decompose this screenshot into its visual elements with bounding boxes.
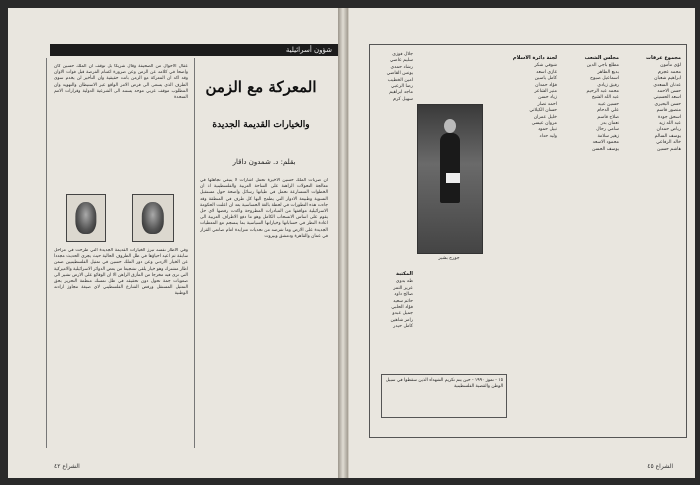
name-item: احمد نصار bbox=[537, 101, 557, 107]
column-rule bbox=[46, 58, 47, 448]
names-column-3 bbox=[501, 52, 557, 140]
section-band: شؤون أسرائيلية bbox=[50, 44, 338, 56]
portrait-photo-right bbox=[132, 194, 174, 242]
name-item: يونس القاضي bbox=[386, 71, 413, 77]
name-item: جميل عبدو bbox=[392, 311, 413, 317]
spine-gutter bbox=[338, 8, 348, 478]
name-item: سهيل كرم bbox=[393, 96, 413, 102]
name-item: نعمان بدر bbox=[600, 121, 619, 127]
names-column-1 bbox=[625, 52, 681, 153]
name-item: كامل حيدر bbox=[393, 324, 413, 330]
footer-note-box: ١٥ - تموز ١٩٩٠ - حين يتم تكريم الشهداء الذين سقطوا في سبيل الوطن والقضية الفلسطينية bbox=[381, 374, 507, 418]
name-item: فؤاد الحلبي bbox=[391, 305, 413, 311]
name-item: سليم عاصي bbox=[389, 58, 413, 64]
article-byline: بقلم: د. شمدون داقار bbox=[232, 158, 296, 166]
article-column-left: عقال الاحوال من الصحيفة وقال شريكا بل توقف ان الملك حسين كان واضحا في كلامه عن الزمن وعن ضرورة اغتنام الفرصة قبل فوات الاوان وقد اكد ان المعركة مع الزمن باتت حقيقية وان التأخير لن يخدم سوى الطرف الذي يسعى الى فرض الامر الواقع عبر الاستيطان والتهويد وان المطلوب موقف عربي موحد يستند الى الشرعية الدولية وقرارات الامم المتحدة bbox=[54, 64, 188, 101]
name-item: خالد الرفاعي bbox=[656, 140, 681, 146]
name-item: صلاح قاسم bbox=[597, 114, 619, 120]
name-item: جلال فوزي bbox=[392, 52, 413, 57]
article-column-right: ان ضربات الملك حسين الاخيرة تحمل اشارات لا ينبغي تجاهلها في معالجة التحولات الراهنة على الساحة العربية والفلسطينية اذ ان الخطوات المتسارعة تحمل في طياتها رسائل واضحة حول مستقبل التسوية وطبيعة الادوار التي يطمح اليها كل طرف في المنطقة وقد جاءت هذه التطورات في لحظة بالغة الحساسية بعد ان اعلنت الحكومة الاسرائيلية مواقفها من المبادرات المطروحة واكدت رفضها لاي حل يقوم على اساس الانسحاب الكامل وهو ما دفع الاطراف العربية الى اعادة النظر في حساباتها وخياراتها السياسية بما ينسجم مع المعطيات الجديدة على الارض وما تفرضه من تحديات متزايدة امام صانعي القرار في عمان والقاهرة ودمشق وبيروت bbox=[200, 178, 328, 239]
name-item: رياض حمدان bbox=[656, 127, 681, 133]
name-item: منير الشاعر bbox=[534, 89, 557, 95]
name-item: منصور قاسم bbox=[656, 108, 681, 114]
name-item: مطلع باجي الدين bbox=[586, 63, 619, 69]
name-item: ابراهيم شعبان bbox=[654, 76, 681, 82]
name-item: حسن الاحمد bbox=[657, 89, 681, 95]
name-item: فؤاد حمدان bbox=[535, 82, 557, 88]
photo-caption: جورج بشير bbox=[438, 256, 460, 261]
names-column-5 bbox=[379, 268, 413, 331]
name-item: علي الدحام bbox=[597, 108, 619, 114]
names-column-4 bbox=[379, 52, 413, 103]
name-item: محمود الاسعد bbox=[592, 140, 619, 146]
name-item: عزيز النمر bbox=[393, 285, 413, 291]
name-item: بديع الطاهر bbox=[597, 69, 619, 75]
name-item: يوسف الحسن bbox=[592, 146, 619, 152]
name-item: حسن البحيري bbox=[654, 101, 681, 107]
name-item: اسحق جودة bbox=[657, 114, 681, 120]
name-item: لؤي مأمون bbox=[660, 63, 681, 69]
name-item: وليد حداد bbox=[539, 133, 557, 139]
name-item: عدنان السعدي bbox=[653, 82, 681, 88]
name-item: زياد حسن bbox=[538, 95, 557, 101]
column-rule bbox=[194, 58, 195, 448]
name-item: حاتم سعيد bbox=[393, 298, 413, 304]
names-column-2 bbox=[563, 52, 619, 153]
name-item: مروان عيسى bbox=[531, 121, 557, 127]
article-subtitle: والخيارات القديمة الجديدة bbox=[212, 120, 310, 130]
page-number-left: الشراع ٤٢ bbox=[54, 463, 80, 470]
name-item: اسماعيل صيوح bbox=[590, 76, 619, 82]
name-item: رفيق زيادي bbox=[597, 82, 619, 88]
name-item: محمد عبد الرحيم bbox=[586, 89, 619, 95]
article-column-mid: وفي الاطار نفسه تبرز الخيارات القديمة الجديدة التي طرحت في مراحل سابقة ثم اعيد احياؤها في ظل الظروف الحالية حيث يجري الحديث مجددا عن الخيار الاردني وعن دور الملك حسين في تمثيل الفلسطينيين ضمن اطار مشترك وهو خيار يلقى تشجيعا من بعض الدوائر الاسرائيلية والاميركية التي ترى فيه مخرجا من المأزق الراهن الا ان الوقائع على الارض تشير الى صعوبات جمة تحول دون تحقيقه في ظل تمسك منظمة التحرير بحق التمثيل المستقل ورفض الشارع الفلسطيني لاي صيغة تتجاوز ارادته الوطنية bbox=[54, 248, 188, 297]
magazine-spread bbox=[4, 4, 696, 481]
name-item: شوقي شكر bbox=[534, 63, 557, 69]
name-item: يوسف السالم bbox=[654, 133, 681, 139]
name-item: زهير سلامة bbox=[597, 133, 619, 139]
article-title: المعركة مع الزمن bbox=[205, 78, 317, 96]
name-item: سامي رحال bbox=[596, 127, 619, 133]
left-page bbox=[8, 8, 339, 478]
right-page bbox=[348, 8, 695, 478]
name-item: رشاد حمدي bbox=[390, 64, 413, 70]
name-item: حسين عبيد bbox=[597, 101, 619, 107]
names-heading: لجنة دائرة الاسلام bbox=[512, 55, 557, 61]
name-item: خليل عمران bbox=[533, 114, 557, 120]
name-item: امين الخطيب bbox=[387, 77, 413, 83]
name-item: نبيل حمود bbox=[538, 127, 557, 133]
name-item: طه بدوي bbox=[395, 279, 413, 285]
name-item: غازي اسعد bbox=[536, 69, 557, 75]
name-item: كامل ياسين bbox=[534, 76, 557, 82]
portrait-photo-left bbox=[66, 194, 106, 242]
name-item: عبد الله الشيخ bbox=[591, 95, 619, 101]
name-item: رامز شاهين bbox=[390, 317, 413, 323]
name-item: حسان الكيلاني bbox=[529, 108, 557, 114]
name-item: صالح داود bbox=[394, 292, 413, 298]
names-heading: مجلس الشعب bbox=[584, 55, 619, 61]
name-item: اسعد الحسيني bbox=[653, 95, 681, 101]
name-item: رضا الزعبي bbox=[390, 84, 413, 90]
name-item: ماجد ابراهيم bbox=[389, 90, 413, 96]
name-item: هاشم حسين bbox=[656, 146, 681, 152]
names-heading: المكتبة bbox=[396, 271, 413, 277]
names-heading: مجموع عرفات bbox=[645, 55, 681, 61]
page-number-right: الشراع ٤٥ bbox=[647, 463, 673, 470]
speaker-photo bbox=[417, 104, 483, 254]
name-item: محمد عجرم bbox=[657, 69, 681, 75]
name-item: عبد الله زيد bbox=[658, 121, 681, 127]
